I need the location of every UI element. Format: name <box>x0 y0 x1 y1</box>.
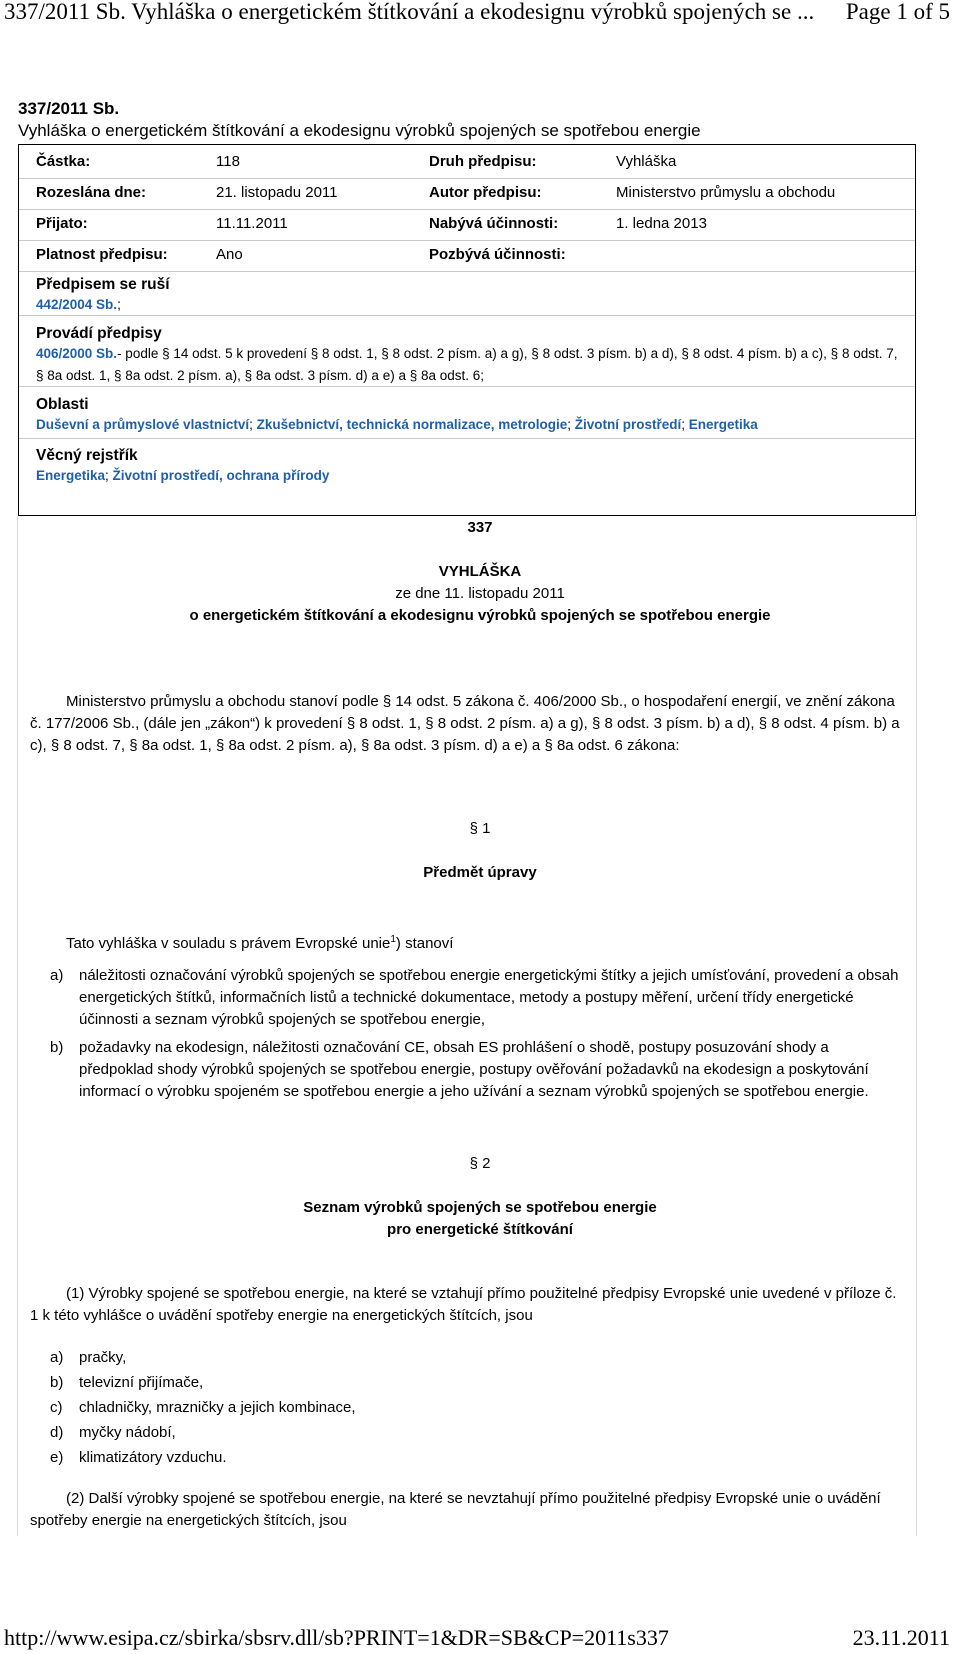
section-2-title-line1: Seznam výrobků spojených se spotřebou energie <box>303 1199 657 1216</box>
print-header-title: 337/2011 Sb. Vyhláška o energetickém štítkování a ekodesignu výrobků spojených se ... <box>4 0 815 24</box>
print-footer <box>0 1625 960 1654</box>
doc-number: 337 <box>467 519 493 536</box>
list-item-label: b) <box>50 1039 64 1056</box>
meta-label: Nabývá účinnosti: <box>429 215 559 232</box>
section-1-sign: § 1 <box>469 820 491 837</box>
index-title: Věcný rejstřík <box>36 447 138 464</box>
print-footer-url: http://www.esipa.cz/sbirka/sbsrv.dll/sb?PRINT=1&DR=SB&CP=2011s337 <box>4 1625 669 1650</box>
section-1-title: Předmět úpravy <box>423 864 537 881</box>
divider <box>19 386 915 387</box>
list-item-text: televizní přijímače, <box>79 1374 204 1391</box>
repealed-title: Předpisem se ruší <box>36 276 170 293</box>
implements-block <box>36 325 905 387</box>
list-item-text: náležitosti označování výrobků spojených se spotřebou energie energetickými štítky a jejich umísťování, provedení a obsah energetických štítků, informačních listů a technické dokumentace, metody a postupy měření, určení třídy energetické účinnosti a seznam výrobků spojených se spotřebou energie, <box>79 967 899 1028</box>
meta-row <box>19 176 915 210</box>
print-header <box>0 0 960 32</box>
list-item-text: chladničky, mrazničky a jejich kombinace, <box>79 1399 356 1416</box>
implements-link[interactable]: 406/2000 Sb. <box>36 346 118 361</box>
area-link[interactable]: Duševní a průmyslové vlastnictví <box>36 417 250 432</box>
footnote-ref[interactable]: 1 <box>390 934 396 945</box>
meta-label: Pozbývá účinnosti: <box>429 246 566 263</box>
list-item <box>50 1372 900 1394</box>
meta-row <box>19 145 915 179</box>
meta-label: Částka: <box>36 153 91 170</box>
meta-row <box>19 207 915 241</box>
list-item-text: požadavky na ekodesign, náležitosti označování CE, obsah ES prohlášení o shodě, postupy posuzování shody a předpoklad shody výrobků spojených se spotřebou energie, postupy ověřování požadavků na ekodesign a poskytování informací o výrobku spojeném se spotřebou energie a jeho užívání a seznam výrobků spojených se spotřebou energie. <box>79 1039 869 1100</box>
index-link[interactable]: Životní prostředí, ochrana přírody <box>112 468 330 483</box>
divider <box>19 315 915 316</box>
list-item <box>50 1397 900 1419</box>
meta-value: 118 <box>216 153 240 170</box>
list-item <box>50 965 900 1031</box>
list-item <box>50 1447 900 1469</box>
section-2-title-line2: pro energetické štítkování <box>387 1221 573 1238</box>
list-item-label: a) <box>50 1349 64 1366</box>
meta-label: Rozeslána dne: <box>36 184 147 201</box>
document-number: 337/2011 Sb. <box>18 99 120 118</box>
section-2-para-1: (1) Výrobky spojené se spotřebou energie, na které se vztahují přímo použitelné předpisy Evropské unie uvedené v příloze č. 1 k této vyhlášce o uvádění spotřeby energie na energetických štítcích, jsou <box>30 1285 897 1324</box>
metadata-box <box>18 144 916 516</box>
document-heading <box>18 98 701 142</box>
meta-value: Ministerstvo průmyslu a obchodu <box>616 184 836 201</box>
meta-label: Přijato: <box>36 215 88 232</box>
frame-line-left <box>17 516 18 1536</box>
meta-value: 11.11.2011 <box>216 215 288 232</box>
meta-label: Platnost předpisu: <box>36 246 168 263</box>
repealed-suffix: ; <box>117 297 121 312</box>
doc-kind: VYHLÁŠKA <box>438 563 522 580</box>
implements-title: Provádí předpisy <box>36 325 162 342</box>
meta-label: Druh předpisu: <box>429 153 537 170</box>
list-item-label: b) <box>50 1374 64 1391</box>
print-header-page: Page 1 of 5 <box>845 0 950 24</box>
doc-subject: o energetickém štítkování a ekodesignu výrobků spojených se spotřebou energie <box>189 607 771 624</box>
list-item-text: pračky, <box>79 1349 127 1366</box>
section-2-para-2: (2) Další výrobky spojené se spotřebou energie, na které se nevztahují přímo použitelné předpisy Evropské unie o uvádění spotřeby energie na energetických štítcích, jsou <box>30 1490 881 1529</box>
areas-title: Oblasti <box>36 396 89 413</box>
list-item-text: klimatizátory vzduchu. <box>79 1449 227 1466</box>
list-item-label: c) <box>50 1399 63 1416</box>
document-title: Vyhláška o energetickém štítkování a ekodesignu výrobků spojených se spotřebou energie <box>18 121 701 140</box>
list-item-text: myčky nádobí, <box>79 1424 176 1441</box>
area-link[interactable]: Zkušebnictví, technická normalizace, metrologie <box>256 417 568 432</box>
section-1-intro <box>66 929 936 955</box>
area-link[interactable]: Energetika <box>688 417 758 432</box>
doc-date: ze dne 11. listopadu 2011 <box>395 585 565 602</box>
list-item <box>50 1347 900 1369</box>
list-item <box>50 1037 900 1103</box>
section-2-sign: § 2 <box>469 1155 491 1172</box>
implements-text: - podle § 14 odst. 5 k provedení § 8 odst. 1, § 8 odst. 2 písm. a) a g), § 8 odst. 3 písm. b) a d), § 8 odst. 4 písm. b) a c), § 8 odst. 7, § 8a odst. 1, § 8a odst. 2 písm. a), § 8a odst. 3 písm. d) a e) a § 8a odst. 6; <box>36 346 898 383</box>
repealed-block <box>36 276 905 316</box>
section-1-intro-text: Tato vyhláška v souladu s právem Evropské unie <box>66 935 391 952</box>
list-item <box>50 1422 900 1444</box>
index-block: Věcný rejstřík Energetika; Životní prostředí, ochrana přírody <box>36 447 905 487</box>
area-link[interactable]: Životní prostředí <box>574 417 682 432</box>
frame-line-right <box>916 516 917 1536</box>
list-item-label: a) <box>50 967 64 984</box>
meta-value: Ano <box>216 246 243 263</box>
list-item-label: e) <box>50 1449 64 1466</box>
meta-row <box>19 238 915 272</box>
repealed-link[interactable]: 442/2004 Sb. <box>36 297 118 312</box>
divider <box>19 438 915 439</box>
meta-value: 21. listopadu 2011 <box>216 184 338 201</box>
areas-block: Oblasti Duševní a průmyslové vlastnictví; Zkušebnictví, technická normalizace, metrologie; Životní prostředí; Energetika <box>36 396 905 436</box>
list-item-label: d) <box>50 1424 64 1441</box>
print-footer-date: 23.11.2011 <box>852 1625 950 1650</box>
section-1-intro-end: ) stanoví <box>395 935 454 952</box>
index-link[interactable]: Energetika <box>36 468 106 483</box>
meta-label: Autor předpisu: <box>429 184 542 201</box>
meta-value: Vyhláška <box>616 153 677 170</box>
meta-value: 1. ledna 2013 <box>616 215 707 232</box>
preamble: Ministerstvo průmyslu a obchodu stanoví podle § 14 odst. 5 zákona č. 406/2000 Sb., o hospodaření energií, ve znění zákona č. 177/2006 Sb., (dále jen „zákon“) k provedení § 8 odst. 1, § 8 odst. 2 písm. a) a g), § 8 odst. 3 písm. b) a d), § 8 odst. 4 písm. b) a c), § 8 odst. 7, § 8a odst. 1, § 8a odst. 2 písm. a), § 8a odst. 3 písm. d) a e) a § 8a odst. 6 zákona: <box>30 693 900 754</box>
